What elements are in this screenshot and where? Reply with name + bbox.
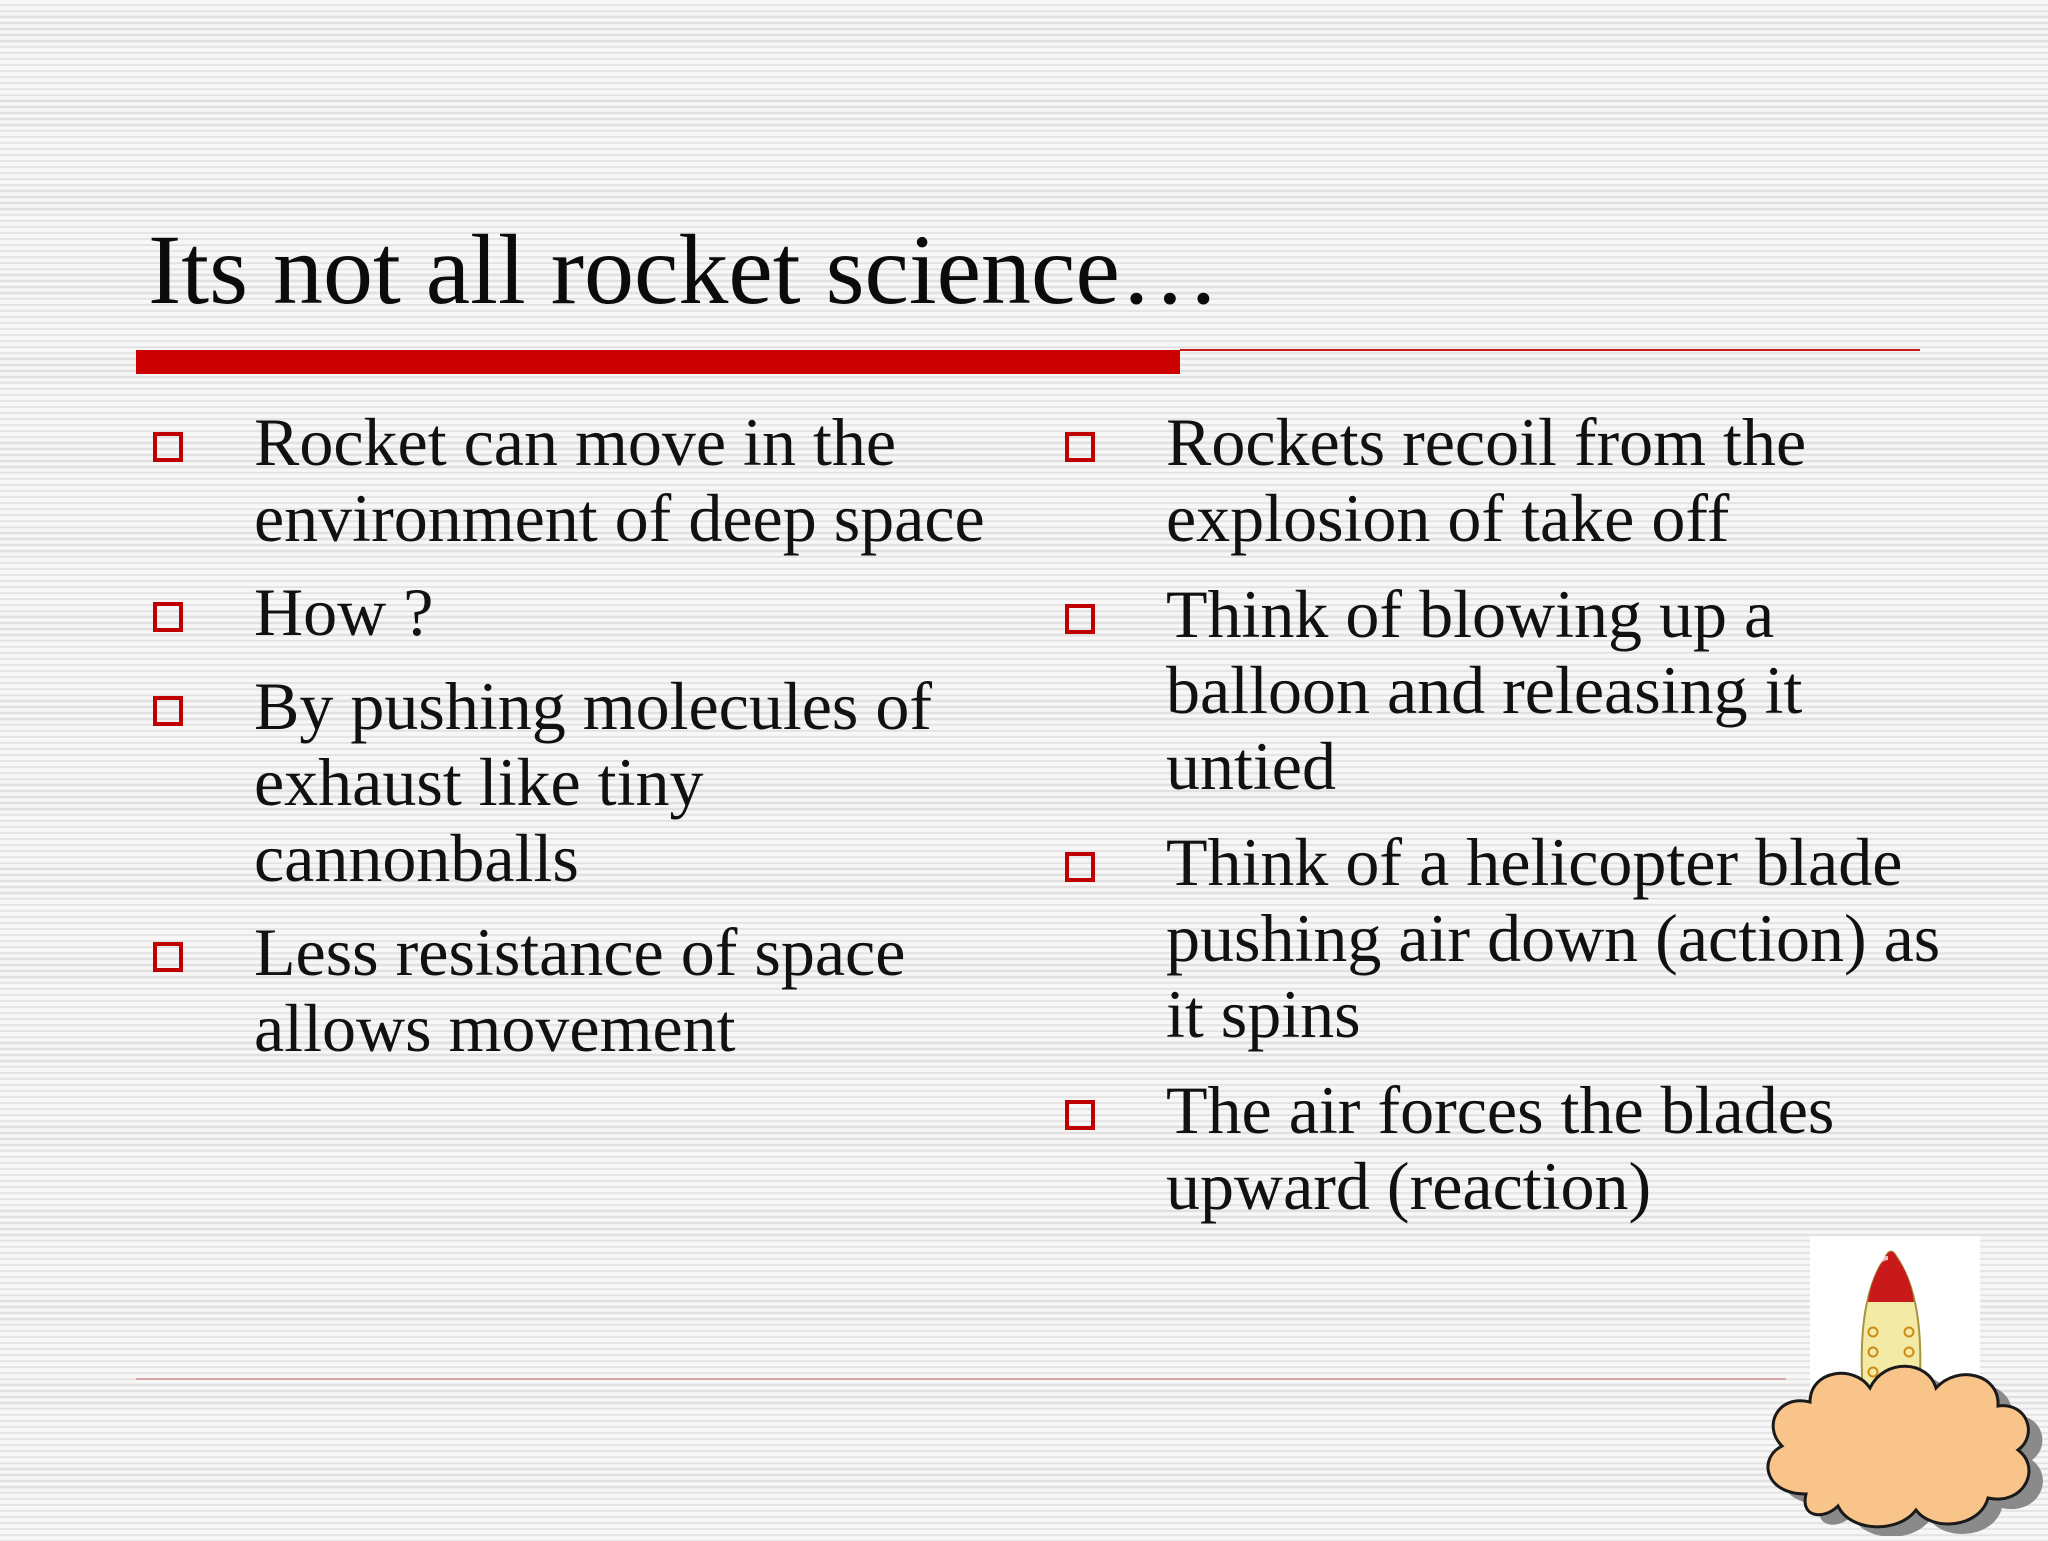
bullet-text: How ? xyxy=(254,574,434,650)
list-item xyxy=(1062,576,1942,804)
right-bullet-list xyxy=(1062,404,1942,1244)
square-bullet-icon xyxy=(1065,1100,1095,1130)
bullet-text: By pushing molecules of exhaust like tiny cannonballs xyxy=(254,668,933,896)
list-item xyxy=(150,668,1010,896)
list-item xyxy=(150,404,1010,556)
bullet-text: Rockets recoil from the explosion of take off xyxy=(1166,404,1807,556)
list-item xyxy=(1062,824,1942,1052)
square-bullet-icon xyxy=(1065,852,1095,882)
square-bullet-icon xyxy=(153,942,183,972)
title-accent-line xyxy=(1180,349,1920,351)
left-bullet-list xyxy=(150,404,1010,1084)
bullet-text: Think of blowing up a balloon and releasing it untied xyxy=(1166,576,1803,804)
bullet-text: Less resistance of space allows movement xyxy=(254,914,906,1066)
list-item xyxy=(1062,404,1942,556)
square-bullet-icon xyxy=(153,432,183,462)
list-item xyxy=(1062,1072,1942,1224)
title-accent-bar xyxy=(136,350,1180,374)
slide-title: Its not all rocket science… xyxy=(148,214,1220,325)
square-bullet-icon xyxy=(153,602,183,632)
bullet-text: Rocket can move in the environment of deep space xyxy=(254,404,985,556)
list-item xyxy=(150,914,1010,1066)
list-item xyxy=(150,574,1010,650)
square-bullet-icon xyxy=(153,696,183,726)
footer-divider xyxy=(136,1378,1786,1380)
bullet-text: Think of a helicopter blade pushing air down (action) as it spins xyxy=(1166,824,1941,1052)
square-bullet-icon xyxy=(1065,604,1095,634)
square-bullet-icon xyxy=(1065,432,1095,462)
bullet-text: The air forces the blades upward (reaction) xyxy=(1166,1072,1835,1224)
rocket-clipart xyxy=(1718,1236,2048,1536)
